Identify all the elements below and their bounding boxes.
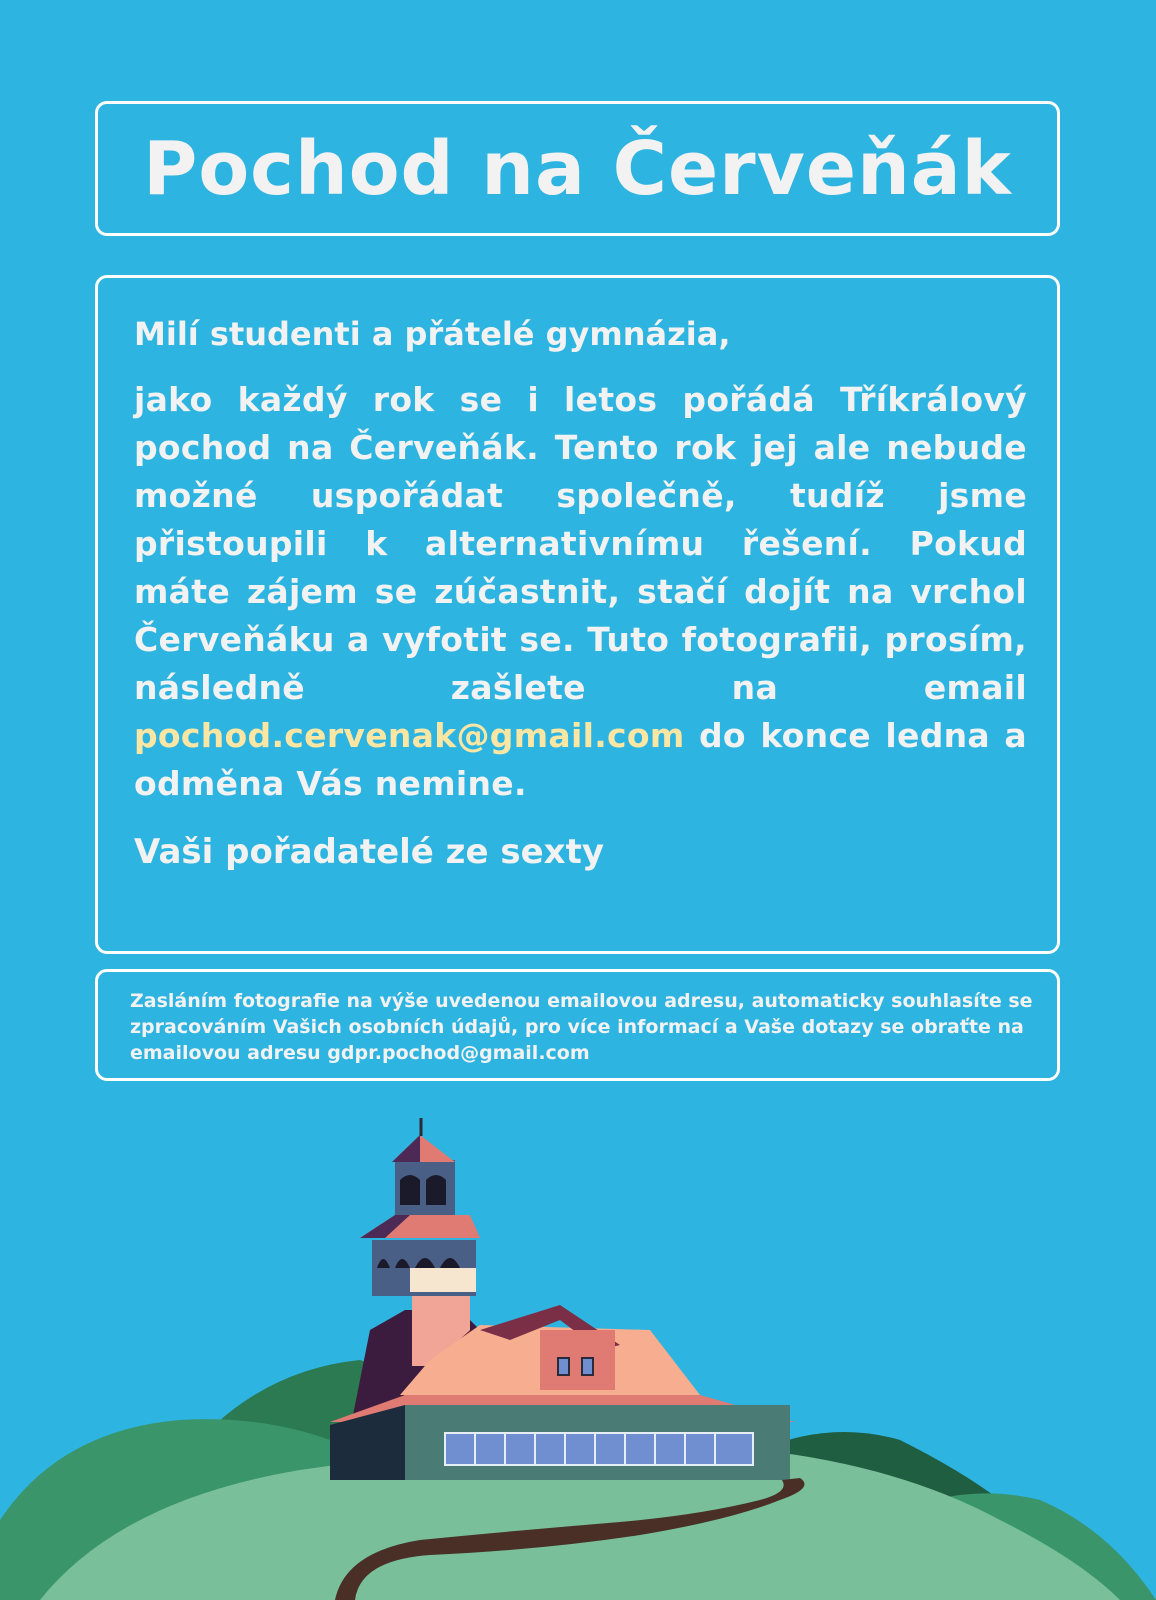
body-before-email: jako každý rok se i letos pořádá Tříkrálový pochod na Červeňák. Tento rok jej ale nebude možné uspořádat společně, tudíž jsme přistoupili k alternativnímu řešení. Pokud máte zájem se zúčastnit, stačí dojít na vrchol Červeňáku a vyfotit se. Tuto fotografii, prosím, následně zašlete na email	[134, 380, 1027, 707]
spire-roof-shade	[392, 1135, 420, 1162]
poster-title: Pochod na Červeňák	[143, 125, 1012, 212]
dormer-window-right	[582, 1358, 593, 1375]
letter-frame	[95, 275, 1060, 954]
balcony-rail	[410, 1268, 476, 1292]
signature: Vaši pořadatelé ze sexty	[134, 832, 605, 872]
dormer	[540, 1330, 615, 1390]
lookout-tower-chalet-on-hill-icon	[0, 1090, 1156, 1600]
title-frame	[95, 101, 1060, 236]
gdpr-frame	[95, 969, 1060, 1081]
chalet-window-band	[445, 1433, 753, 1465]
gdpr-notice: Zasláním fotografie na výše uvedenou emailovou adresu, automaticky souhlasíte se zpracováním Vašich osobních údajů, pro více informací a Vaše dotazy se obraťte na emailovou adresu gdpr.pochod@gmail.com	[130, 990, 1033, 1064]
body-after-email: do konce ledna a odměna Vás nemine.	[134, 716, 1027, 803]
letter-body	[134, 376, 1027, 808]
dormer-window-left	[558, 1358, 569, 1375]
greeting: Milí studenti a přátelé gymnázia,	[134, 315, 731, 353]
contact-email-link[interactable]: pochod.cervenak@gmail.com	[134, 716, 685, 755]
